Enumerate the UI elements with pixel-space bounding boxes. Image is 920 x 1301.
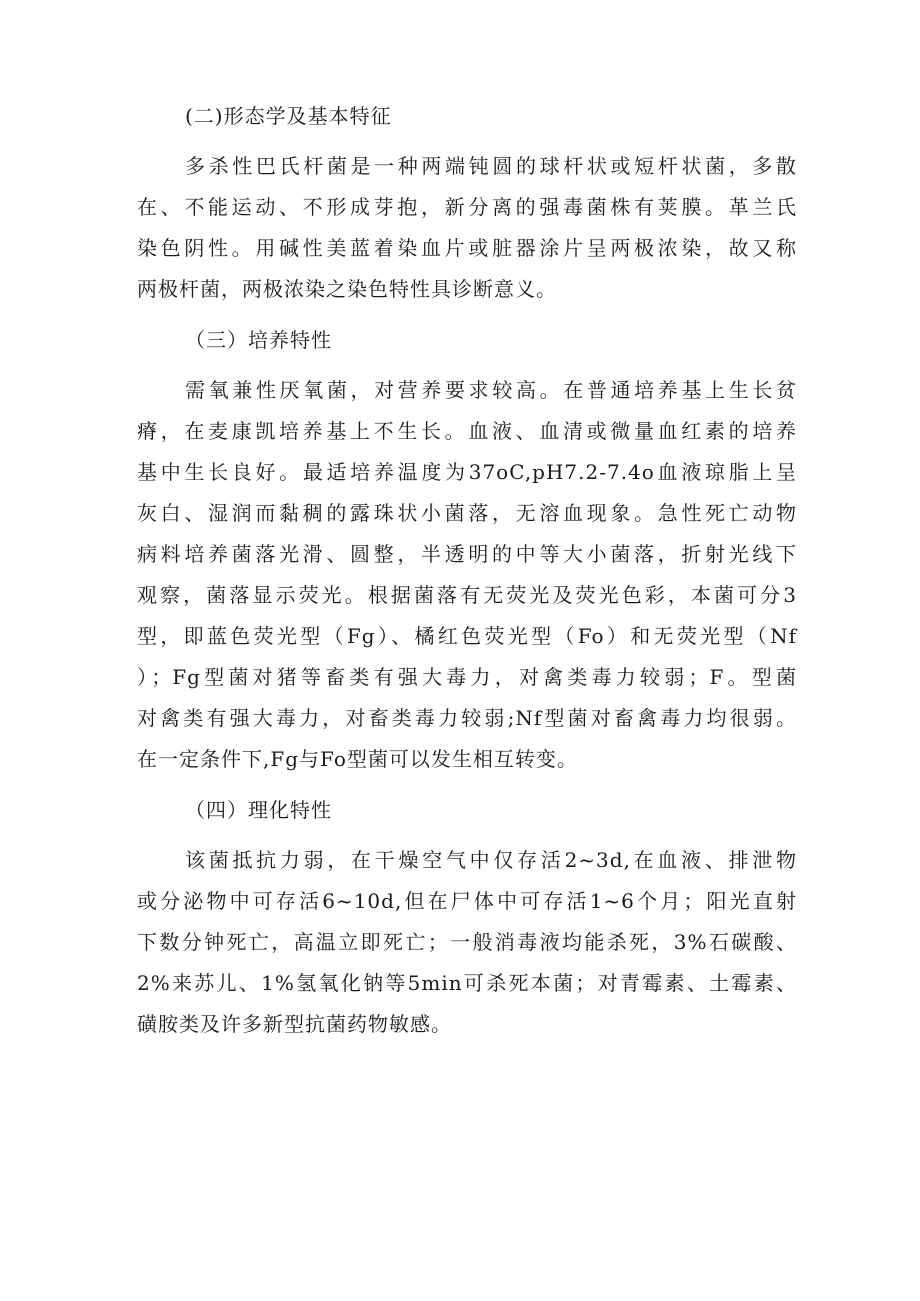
section-heading-physchem: （四）理化特性 xyxy=(185,798,332,822)
text-line: 对禽类有强大毒力，对畜类毒力较弱;Nf型菌对畜禽毒力均很弱。 xyxy=(137,706,797,730)
text-line: 或分泌物中可存活6~10d,但在尸体中可存活1~6个月；阳光直射 xyxy=(137,889,797,913)
text-line: 多杀性巴氏杆菌是一种两端钝圆的球杆状或短杆状菌，多散 xyxy=(185,154,797,178)
section-heading-culture: （三）培养特性 xyxy=(185,328,332,352)
text-line: 基中生长良好。最适培养温度为37oC,pH7.2-7.4o血液琼脂上呈 xyxy=(137,460,797,484)
text-line: 下数分钟死亡，高温立即死亡；一般消毒液均能杀死，3%石碳酸、 xyxy=(137,930,797,954)
text-line: 在一定条件下,Fg与Fo型菌可以发生相互转变。 xyxy=(137,747,578,771)
text-line: 2%来苏儿、1%氢氧化钠等5min可杀死本菌；对青霉素、土霉素、 xyxy=(137,971,797,995)
text-line: 观察，菌落显示荧光。根据菌落有无荧光及荧光色彩，本菌可分3 xyxy=(137,583,797,607)
text-line: 两极杆菌，两极浓染之染色特性具诊断意义。 xyxy=(137,277,557,301)
text-line: 该菌抵抗力弱，在干燥空气中仅存活2~3d,在血液、排泄物 xyxy=(185,848,797,872)
text-line: 型，即蓝色荧光型（Fg）、橘红色荧光型（Fo）和无荧光型（Nf xyxy=(137,624,797,648)
section-heading-morphology: (二)形态学及基本特征 xyxy=(185,104,392,128)
document-body xyxy=(137,96,797,1045)
text-line: 灰白、湿润而黏稠的露珠状小菌落，无溶血现象。急性死亡动物 xyxy=(137,501,797,525)
text-line: 需氧兼性厌氧菌，对营养要求较高。在普通培养基上生长贫 xyxy=(185,378,797,402)
text-line: 磺胺类及许多新型抗菌药物敏感。 xyxy=(137,1012,452,1036)
text-line: 染色阴性。用碱性美蓝着染血片或脏器涂片呈两极浓染，故又称 xyxy=(137,236,797,260)
text-line: ）；Fg型菌对猪等畜类有强大毒力，对禽类毒力较弱；F。型菌 xyxy=(137,665,797,689)
paragraph-culture xyxy=(137,370,797,780)
text-line: 在、不能运动、不形成芽抱，新分离的强毒菌株有荚膜。革兰氏 xyxy=(137,195,797,219)
paragraph-physchem xyxy=(137,840,797,1045)
paragraph-morphology xyxy=(137,146,797,310)
text-line: 瘠，在麦康凯培养基上不生长。血液、血清或微量血红素的培养 xyxy=(137,419,797,443)
text-line: 病料培养菌落光滑、圆整，半透明的中等大小菌落，折射光线下 xyxy=(137,542,797,566)
